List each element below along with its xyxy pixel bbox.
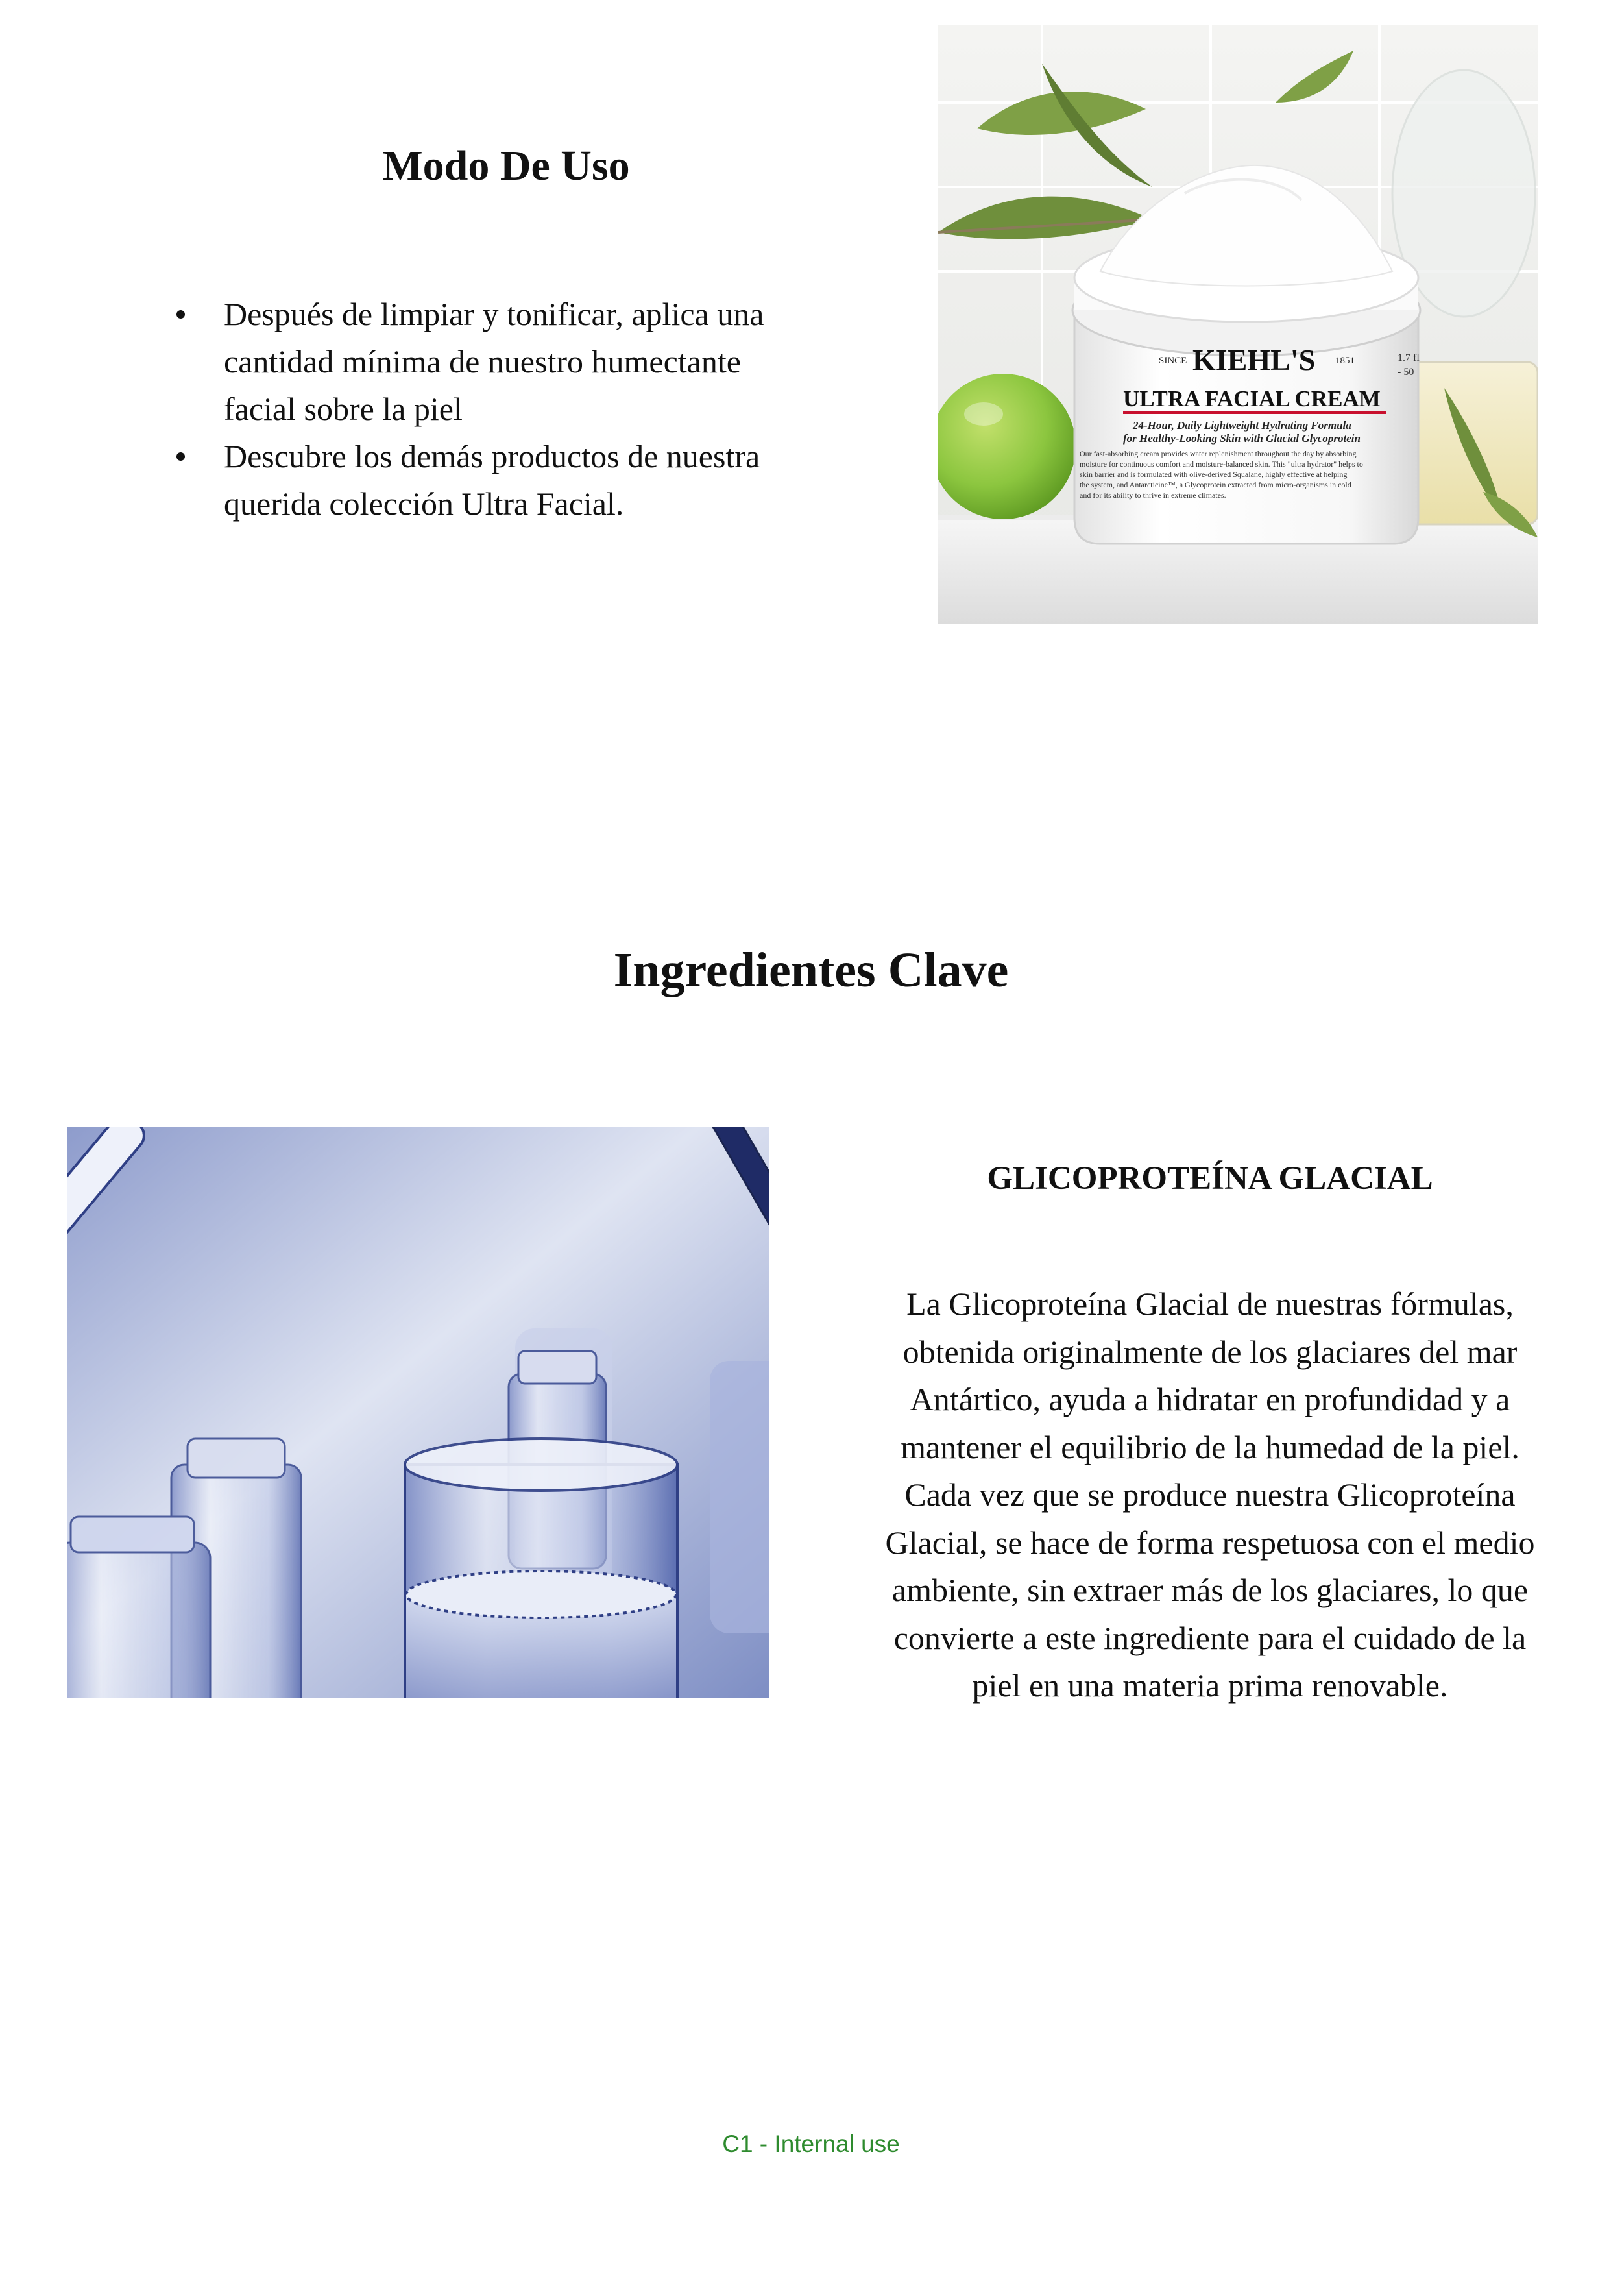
list-item (169, 291, 843, 433)
description-line: mantener el equilibrio de la humedad de la piel. (901, 1428, 1519, 1465)
description-line: Cada vez que se produce nuestra Glicoproteína (904, 1476, 1516, 1513)
usage-item-line: facial sobre la piel (224, 391, 463, 427)
bullet-icon (176, 452, 185, 461)
usage-item-line: Después de limpiar y tonificar, aplica una (224, 296, 764, 332)
product-photo (938, 25, 1538, 624)
usage-item-line: Descubre los demás productos de nuestra (224, 438, 760, 474)
ingredient-description (840, 1280, 1580, 1710)
lab-photo (67, 1127, 769, 1698)
description-line: obtenida originalmente de los glaciares del mar (902, 1333, 1518, 1370)
usage-item-line: querida colección Ultra Facial. (224, 485, 624, 522)
usage-list (169, 291, 843, 528)
product-subtitle: 24-Hour, Daily Lightweight Hydrating Formula (1133, 419, 1351, 432)
description-line: piel en una materia prima renovable. (972, 1667, 1448, 1704)
brand-logo: KIEHL'S (1192, 343, 1316, 376)
label-text: moisture for continuous comfort and moisture-balanced skin. This "ultra hydrator" helps to (1080, 459, 1363, 469)
list-item (169, 433, 843, 528)
description-line: Glacial, se hace de forma respetuosa con el medio (885, 1524, 1535, 1561)
label-text: Our fast-absorbing cream provides water replenishment throughout the day by absorbing (1080, 449, 1357, 458)
brand-small-left: SINCE (1159, 356, 1187, 366)
brand-small-right: 1851 (1335, 356, 1355, 366)
size-text: - 50 (1398, 367, 1414, 378)
description-line: Antártico, ayuda a hidratar en profundidad y a (910, 1381, 1510, 1417)
classification-label: C1 - Internal use (722, 2131, 900, 2157)
description-line: ambiente, sin extraer más de los glaciares, lo que (891, 1572, 1529, 1608)
product-name: ULTRA FACIAL CREAM (1123, 386, 1381, 411)
size-text: 1.7 fl (1398, 352, 1420, 363)
usage-title: Modo De Uso (382, 142, 630, 189)
bullet-icon (176, 310, 185, 319)
label-text: and for its ability to thrive in extreme climates. (1080, 491, 1226, 500)
label-text: skin barrier and is formulated with olive-derived Squalane, highly effective at helping (1080, 470, 1348, 479)
description-line: convierte a este ingrediente para el cuidado de la (893, 1619, 1527, 1656)
ingredients-title: Ingredientes Clave (613, 943, 1009, 997)
usage-item-line: cantidad mínima de nuestro humectante (224, 343, 741, 380)
description-line: La Glicoproteína Glacial de nuestras fórmulas, (906, 1286, 1514, 1322)
product-subtitle: for Healthy-Looking Skin with Glacial Glycoprotein (1123, 432, 1361, 445)
ingredient-name: GLICOPROTEÍNA GLACIAL (987, 1160, 1433, 1197)
label-text: the system, and Antarcticine™, a Glycoprotein extracted from micro-organisms in cold (1080, 480, 1351, 489)
